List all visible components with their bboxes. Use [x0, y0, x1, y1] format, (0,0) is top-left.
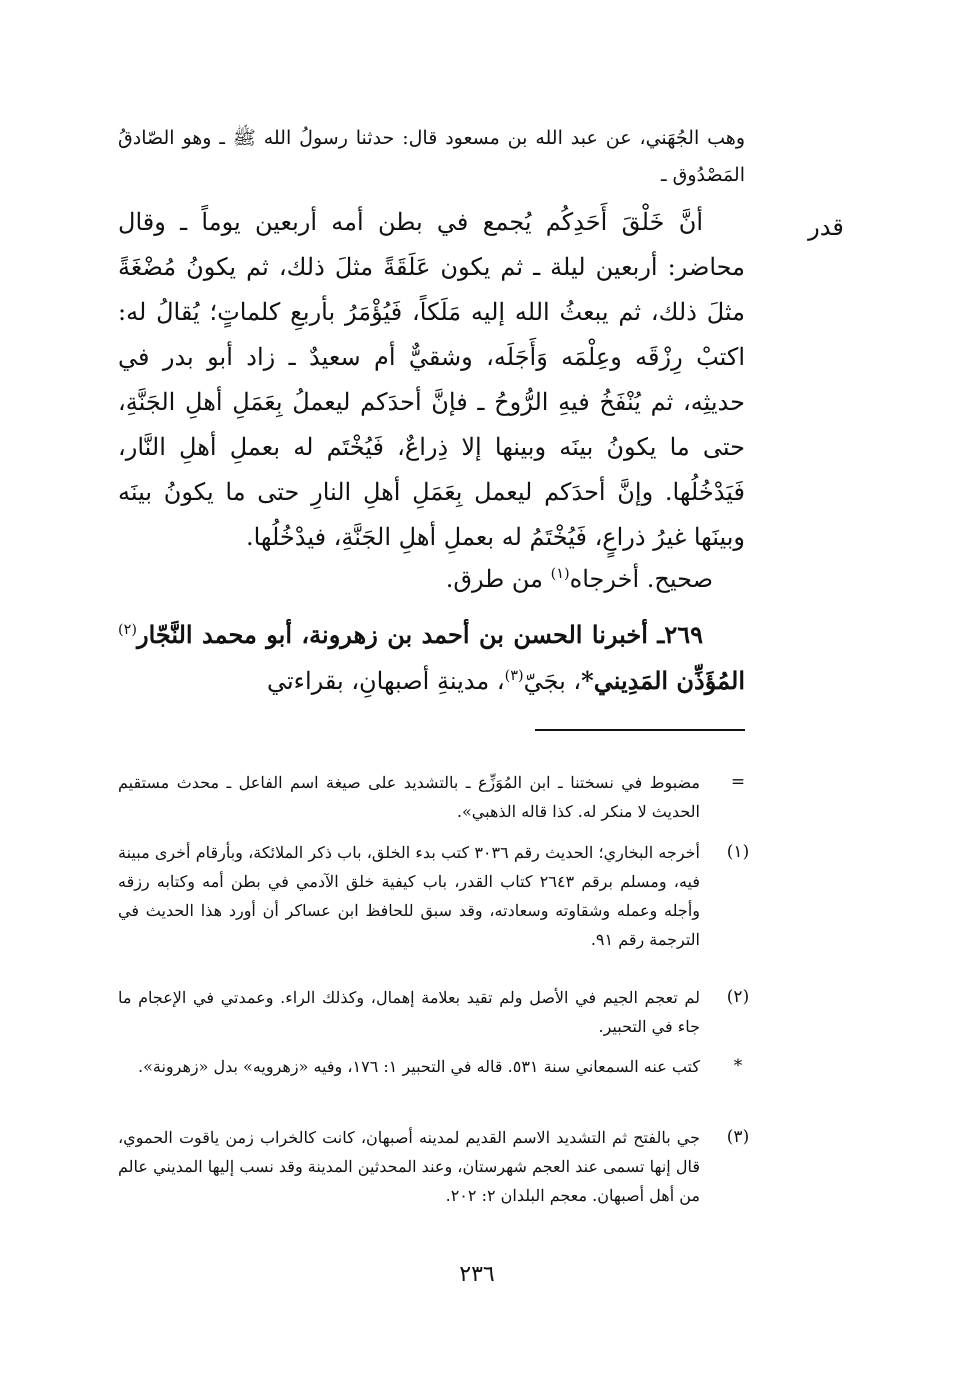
- entry-body: [118, 612, 745, 704]
- grade-text: صحيح. أخرجاه: [569, 565, 713, 593]
- grade-text-end: من طرق.: [445, 565, 551, 593]
- footnote-marker: *: [733, 1056, 743, 1076]
- footnote-star: [118, 1052, 758, 1081]
- footnote-marker: =: [730, 772, 746, 792]
- entry-269: [118, 612, 745, 704]
- footnote-1: [118, 838, 758, 954]
- footnote-2: [118, 983, 758, 1041]
- footnote-continued: [118, 768, 758, 826]
- footnote-marker: (٢): [726, 987, 750, 1007]
- entry-heading-cont: المُؤَذِّن المَدِيني*: [581, 666, 745, 695]
- hadith-text: [118, 200, 745, 560]
- footnote-text: جي بالفتح ثم التشديد الاسم القديم لمدينه أصبهان، كانت كالخراب زمن ياقوت الحموي، قال إنها تسمى عند العجم شهرستان، وعند المحدثين المدينة وقد نسب إليها المديني عالم من أهل أصبهان. معجم البلدان ٢: ٢٠٢.: [118, 1128, 700, 1205]
- footnote-text: لم تعجم الجيم في الأصل ولم تقيد بعلامة إهمال، وكذلك الراء. وعمدتي في الإعجام ما جاء في التحبير.: [118, 988, 700, 1036]
- footnote-3: [118, 1123, 758, 1210]
- footnote-ref-1: (١): [550, 566, 570, 582]
- entry-number: ٢٦٩: [664, 620, 703, 649]
- entry-heading: ـ أخبرنا الحسن بن أحمد بن زهرونة، أبو محمد النَّجّار: [136, 620, 665, 649]
- grade-line: [118, 557, 713, 602]
- intro-paragraph: وهب الجُهَني، عن عبد الله بن مسعود قال: حدثنا رسولُ الله ﷺ ـ وهو الصّادقُ المَصْدُوق ـ: [118, 127, 745, 186]
- entry-location-cont: ، مدينةِ أصبهانِ، بقراءتي: [266, 667, 505, 695]
- footnote-ref-2: (٢): [118, 622, 137, 638]
- footnote-marker: (٣): [726, 1127, 750, 1147]
- footnote-text: كتب عنه السمعاني سنة ٥٣١. قاله في التحبير ١: ١٧٦، وفيه «زهرويه» بدل «زهرونة».: [137, 1057, 700, 1076]
- footnote-ref-3: (٣): [504, 668, 524, 684]
- hadith-body: أنَّ خَلْقَ أَحَدِكُم يُجمع في بطن أمه أربعين يوماً ـ وقال محاضر: أربعين ليلة ـ ثم يكون عَلَقَةً مثلَ ذلك، ثم يكونُ مُضْغَةً مثلَ ذلك، ثم يبعثُ الله إليه مَلَكاً، فَيُؤْمَرُ بأربعِ كلماتٍ؛ يُقالُ له: اكتبْ رِزْقَه وعِلْمَه وَأَجَلَه، وشقيٌّ أم سعيدٌ ـ زاد أبو بدر في حديثِه، ثم يُنْفَخُ فيهِ الرُّوحُ ـ فإنَّ أحدَكم ليعملُ بِعَمَلِ أهلِ الجَنَّةِ، حتى ما يكونُ بينَه وبينها إلا ذِراعٌ، فَيُخْتَم له بعملِ أهلِ النَّار، فَيَدْخُلُها. وإنَّ أحدَكم ليعمل بِعَمَلِ أهلِ النارِ حتى ما يكونُ بينَه وبينَها غيرُ ذراعٍ، فَيُخْتَمُ له بعملِ أهلِ الجَنَّةِ، فيدْخُلُها.: [118, 208, 745, 551]
- margin-note: قدر: [808, 213, 844, 241]
- footnote-marker: (١): [726, 842, 750, 862]
- footnote-separator: [535, 729, 745, 731]
- footnote-text: مضبوط في نسختنا ـ ابن المُوَزِّع ـ بالتشديد على صيغة اسم الفاعل ـ محدث مستقيم الحديث لا منكر له. كذا قاله الذهبي».: [118, 773, 700, 821]
- footnote-text: أخرجه البخاري؛ الحديث رقم ٣٠٣٦ كتب بدء الخلق، باب ذكر الملائكة، وبأرقام أخرى مبينة فيه، ومسلم برقم ٢٦٤٣ كتاب القدر، باب كيفية خلق الآدمي في بطن أمه وكتابه رزقه وأجله وعمله وشقاوته وسعادته، وقد سبق للحافظ ابن عساكر أن أورد هذا الحديث في الترجمة رقم ٩١.: [118, 843, 701, 949]
- page-number: ٢٣٦: [459, 1262, 495, 1287]
- entry-location: ، بجَيّ: [523, 667, 582, 695]
